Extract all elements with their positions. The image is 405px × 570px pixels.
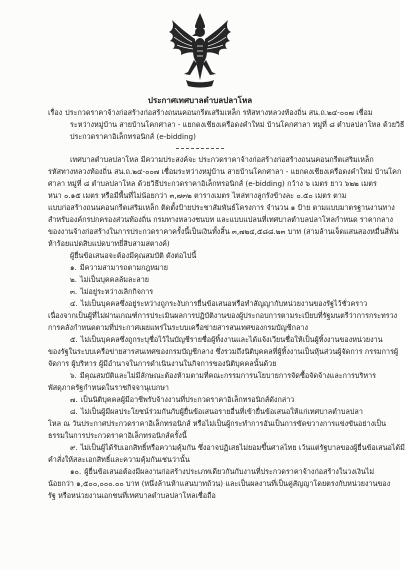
paragraph-line: ศาลา หมู่ที่ ๘ ตำบลปลาโหล ด้วยวิธีประกวดราคาอิเล็กทรอนิกส์ (e-bidding) กว้าง ๖ เมตร ยาว ๖๒๒ เมตร (48, 179, 377, 188)
qualification-first-line (48, 466, 375, 478)
qualification-line: ของรัฐในระบบเครือข่ายสารสนเทศของกรมบัญชีกลาง ซึ่งรวมถึงนิติบุคคลที่ผู้ทิ้งงานเป็นหุ้นส่วนผู้จัดการ กรรมการผู้ (48, 347, 399, 356)
qualification-first-line (48, 394, 352, 406)
qualification-item (48, 262, 352, 274)
qualification-number: ๑. (70, 263, 77, 272)
qualification-first-line (48, 286, 352, 298)
qualification-first-line (48, 442, 405, 454)
qualification-item (48, 334, 399, 370)
qualification-first-line (48, 298, 368, 310)
qualification-text: ผู้ยื่นข้อเสนอต้องมีผลงานก่อสร้างประเภทเดียวกันกับงานที่ประกวดราคาจ้างก่อสร้างในวงเงินไม่ (84, 467, 375, 476)
qualification-first-line (48, 334, 383, 346)
qualifications-section (48, 250, 405, 502)
qualification-item (48, 370, 376, 394)
dashed-divider (176, 148, 224, 149)
qualification-item (48, 298, 398, 334)
qualification-first-line (48, 274, 352, 286)
paragraph-line: เทศบาลตำบลปลาโหล มีความประสงค์จะ ประกวดราคาจ้างก่อสร้างก่อสร้างถนนคอนกรีตเสริมเหล็ก (70, 155, 374, 164)
qualification-number: ๙. (70, 443, 78, 452)
subject-label: เรื่อง (48, 108, 63, 117)
qualification-number: ๔. (70, 299, 78, 308)
qualification-line: จัดการ ผู้บริหาร ผู้มีอำนาจในการดำเนินงานในกิจการของนิติบุคคลนั้นด้วย (48, 359, 277, 368)
paragraph-line: สำหรับองค์กรปกครองส่วนท้องถิ่น กรมทางหลวงชนบท และแบบแปลนที่เทศบาลตำบลปลาโหลกำหนด ราคากลาง (48, 215, 393, 224)
qualification-number: ๗. (70, 395, 78, 404)
qualification-line: รัฐ หรือหน่วยงานเอกชนที่เทศบาลตำบลปลาโหลเชื่อถือ (48, 491, 216, 500)
qualification-item (48, 274, 352, 286)
qualification-line: น้อยกว่า ๑,๕๐๐,๐๐๐.๐๐ บาท (หนึ่งล้านห้าแสนบาทถ้วน) และเป็นผลงานที่เป็นคู่สัญญาโดยตรงกับหน่วยงานของ (48, 479, 391, 488)
qualification-number: ๑๐. (70, 467, 82, 476)
qualification-line: เนื่องจากเป็นผู้ที่ไม่ผ่านเกณฑ์การประเมินผลการปฏิบัติงานของผู้ประกอบการตามระเบียบที่รัฐมนตรีว่าการกระทรวง (48, 311, 398, 320)
qualification-number: ๘. (70, 407, 78, 416)
qualification-item (48, 406, 387, 442)
paragraph-line: รหัสทางหลวงท้องถิ่น สน.ถ.๒๔-๐๐๗ เชื่อมระหว่างหมู่บ้าน สายบ้านโคกศาลา - แยกดงเชียงเครือดงคำใหม่ บ้านโคก (48, 167, 402, 176)
qualification-item (48, 286, 352, 298)
qualification-line: โหล ณ วันประกาศประกวดราคาอิเล็กทรอนิกส์ หรือไม่เป็นผู้กระทำการอันเป็นการขัดขวางการแข่งขันอย่างเป็น (48, 419, 387, 428)
qualification-text: ไม่เป็นบุคคลซึ่งอยู่ระหว่างถูกระงับการยื่นข้อเสนอหรือทำสัญญากับหน่วยงานของรัฐไว้ชั่วคราว (80, 299, 368, 308)
qualification-first-line (48, 262, 352, 274)
qualifications-intro: ผู้ยื่นข้อเสนอจะต้องมีคุณสมบัติ ดังต่อไปนี้ (70, 251, 197, 260)
subject-line (48, 107, 373, 119)
announcement-title: ประกาศเทศบาลตำบลปลาโหล (147, 96, 253, 105)
qualification-number: ๕. (70, 335, 78, 344)
subject-text: ประกวดราคาจ้างก่อสร้างก่อสร้างถนนคอนกรีตเสริมเหล็ก รหัสทางหลวงท้องถิ่น สน.ถ.๒๔-๐๐๗ เชื่อม (65, 108, 373, 117)
qualification-text: ไม่เป็นบุคคลล้มละลาย (80, 275, 149, 284)
qualification-line: คำสั่งให้สละเอกสิทธิ์และความคุ้มกันเช่นว่านั้น (48, 455, 190, 464)
qualification-item (48, 442, 405, 466)
qualification-number: ๒. (70, 275, 78, 284)
body-paragraph (48, 154, 402, 250)
qualification-first-line (48, 406, 363, 418)
garuda-emblem (166, 12, 234, 90)
paragraph-line: แบบก่อสร้างถนนคอนกรีตเสริมเหล็ก ติดตั้งป้ายประชาสัมพันธ์โครงการ จำนวน ๑ ป้าย ตามแบบมาตรฐานงานทาง (48, 203, 395, 212)
qualifications-list (48, 262, 405, 502)
qualification-line: การคลังกำหนดตามที่ประกาศเผยแพร่ในระบบเครือข่ายสารสนเทศของกรมบัญชีกลาง (48, 323, 308, 332)
qualification-item (48, 394, 352, 406)
qualification-text: ไม่อยู่ระหว่างเลิกกิจการ (80, 287, 154, 296)
paragraph-line: ของงานจ้างก่อสร้างในการประกวดราคาครั้งนี้เป็นเงินทั้งสิ้น ๓,๗๒๔,๕๘๘.๒๓ บาท (สามล้านเจ็ดแสนสองหมื่นสี่พัน (48, 227, 399, 236)
qualification-text: ไม่เป็นบุคคลซึ่งถูกระบุชื่อไว้ในบัญชีรายชื่อผู้ทิ้งงานและได้แจ้งเวียนชื่อให้เป็นผู้ทิ้งงานของหน่วยงาน (80, 335, 383, 344)
qualification-line: พัสดุภาครัฐกำหนดในราชกิจจานุเบกษา (48, 383, 169, 392)
qualification-text: เป็นนิติบุคคลผู้มีอาชีพรับจ้างงานที่ประกวดราคาอิเล็กทรอนิกส์ดังกล่าว (80, 395, 295, 404)
subject-line: ระหว่างหมู่บ้าน สายบ้านโคกศาลา - แยกดงเชียงเครือดงคำใหม่ บ้านโคกศาลา หมู่ที่ ๘ ตำบลปลาโหล ด้วยวิธี (70, 120, 405, 129)
qualification-text: มีคุณสมบัติและไม่มีลักษณะต้องห้ามตามที่คณะกรรมการนโยบายการจัดซื้อจัดจ้างและการบริหาร (79, 371, 376, 380)
subject-block (48, 107, 405, 143)
subject-line: ประกวดราคาอิเล็กทรอนิกส์ (e-bidding) (70, 132, 196, 141)
qualification-text: มีความสามารถตามกฎหมาย (79, 263, 168, 272)
qualification-number: ๓. (70, 287, 78, 296)
qualification-first-line (48, 370, 376, 382)
paragraph-line: ห้าร้อยแปดสิบแปดบาทยี่สิบสามสตางค์) (48, 239, 170, 248)
qualification-text: ไม่เป็นผู้ได้รับเอกสิทธิ์หรือความคุ้มกัน ซึ่งอาจปฏิเสธไม่ยอมขึ้นศาลไทย เว้นแต่รัฐบาลของผู้ยื่นข้อเสนอได้มี (80, 443, 405, 452)
qualification-line: ธรรมในการประกวดราคาอิเล็กทรอนิกส์ครั้งนี้ (48, 431, 187, 440)
qualification-text: ไม่เป็นผู้มีผลประโยชน์ร่วมกันกับผู้ยื่นข้อเสนอรายอื่นที่เข้ายื่นข้อเสนอให้แก่เทศบาลตำบลปลา (80, 407, 363, 416)
qualification-item (48, 466, 391, 502)
paragraph-line: หนา ๐.๑๕ เมตร หรือมีพื้นที่ไม่น้อยกว่า ๓,๗๓๒ ตารางเมตร ไหล่ทางลูกรังข้างละ ๐.๕๐ เมตร ตาม (48, 191, 347, 200)
qualification-number: ๖. (70, 371, 77, 380)
